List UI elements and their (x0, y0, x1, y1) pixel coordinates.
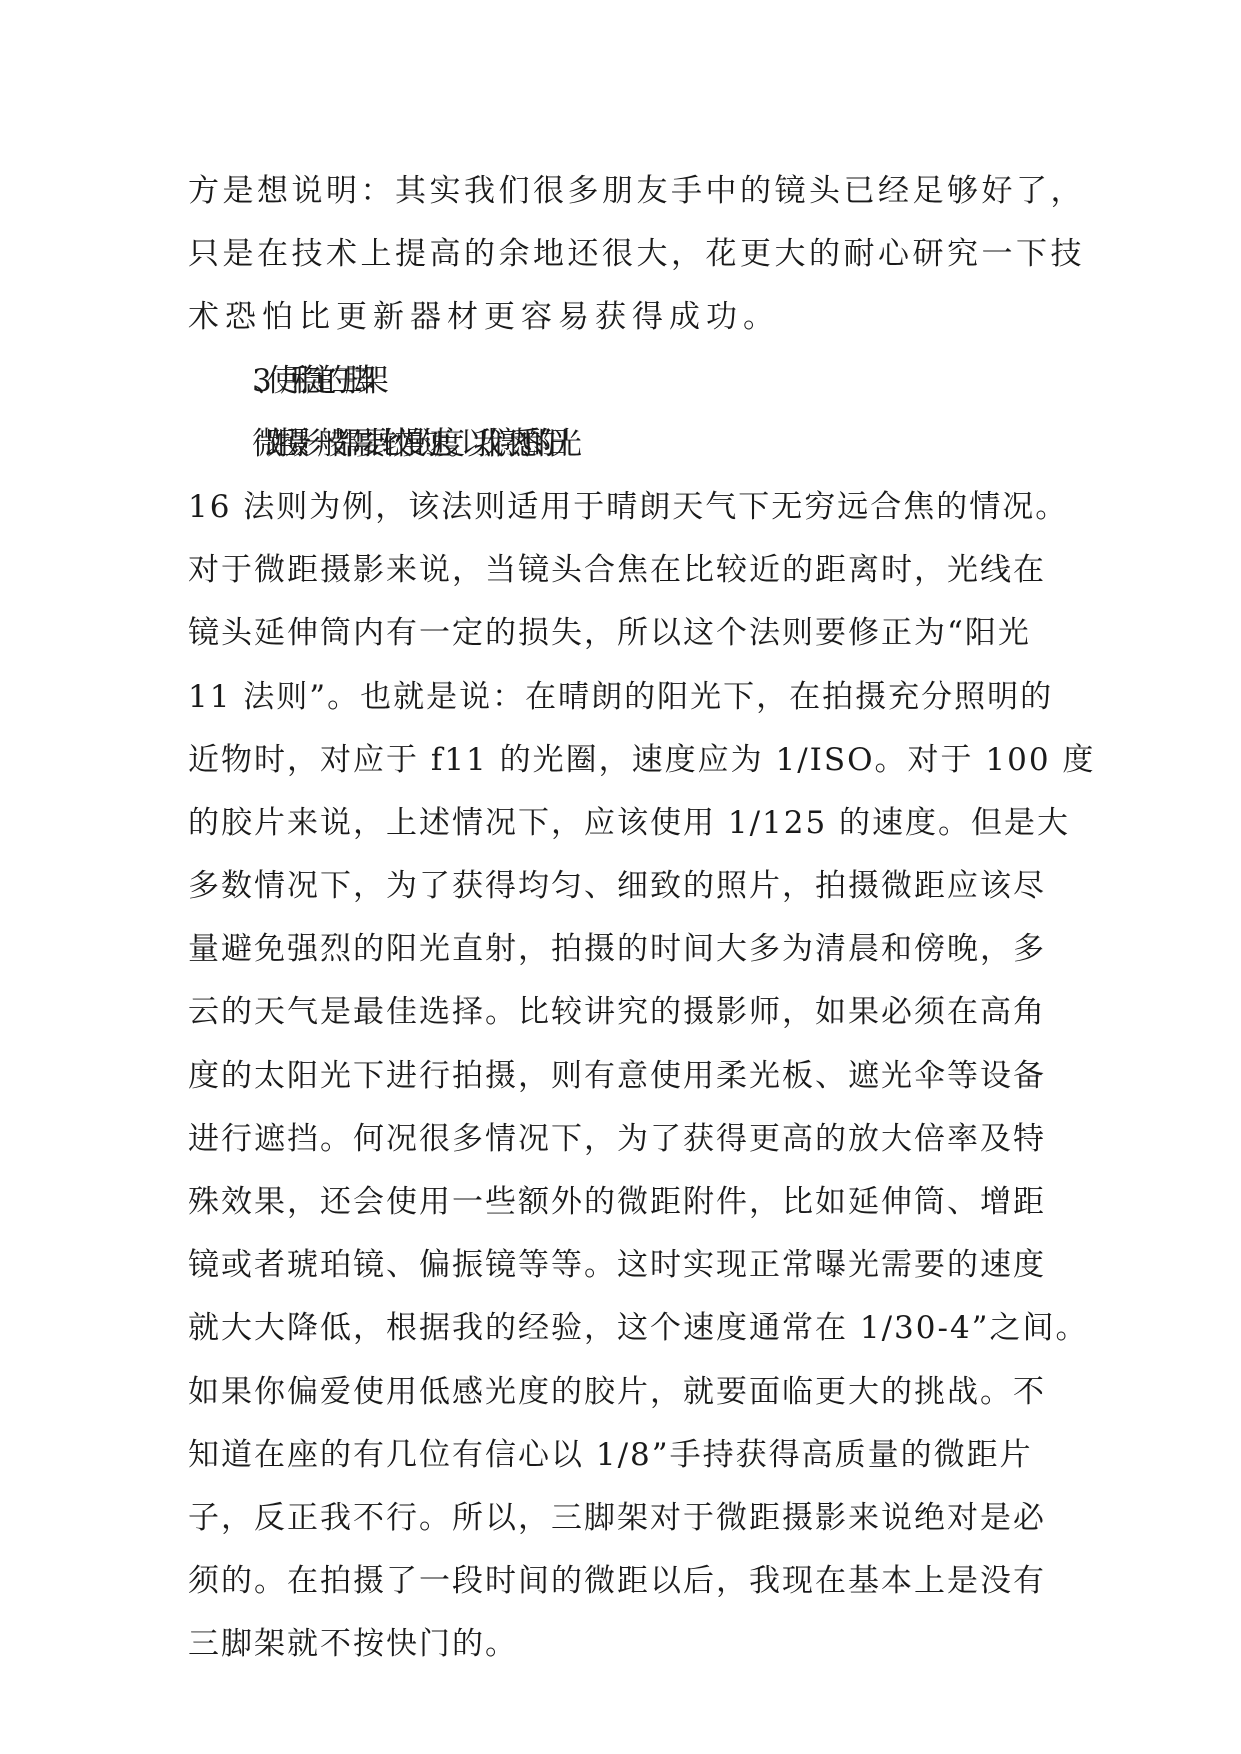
text-line: 就大大降低，根据我的经验，这个速度通常在 1/30-4”之间。 (188, 1310, 1089, 1347)
text-line: 的胶片来说，上述情况下，应该使用 1/125 的速度。但是大 (188, 804, 1071, 841)
text-line: 只是在技术上提高的余地还很大，花更大的耐心研究一下技 (188, 236, 1085, 273)
text-line: 微距摄影一般都需要比较慢的速度。以我们熟悉的阳光 (252, 425, 564, 462)
text-line: 云的天气是最佳选择。比较讲究的摄影师，如果必须在高角 (188, 994, 1046, 1031)
body-text (188, 160, 1096, 1677)
text-line: 进行遮挡。何况很多情况下，为了获得更高的放大倍率及特 (188, 1120, 1046, 1157)
text-line: 知道在座的有几位有信心以 1/8”手持获得高质量的微距片 (188, 1436, 1033, 1473)
text-line: 三脚架就不按快门的。 (188, 1626, 518, 1663)
text-line: 对于微距摄影来说，当镜头合焦在比较近的距离时，光线在 (188, 552, 1046, 589)
text-line: 殊效果，还会使用一些额外的微距附件，比如延伸筒、增距 (188, 1184, 1046, 1220)
section-heading: 3、使用稳定的三脚架 (252, 362, 371, 399)
text-line: 多数情况下，为了获得均匀、细致的照片，拍摄微距应该尽 (188, 868, 1046, 905)
text-line: 镜头延伸筒内有一定的损失，所以这个法则要修正为“阳光 (188, 615, 1031, 652)
text-line: 子，反正我不行。所以，三脚架对于微距摄影来说绝对是必 (188, 1499, 1046, 1536)
text-line: 量避免强烈的阳光直射，拍摄的时间大多为清晨和傍晚，多 (188, 931, 1046, 968)
text-line: 术恐怕比更新器材更容易获得成功。 (188, 299, 780, 336)
text-line: 镜或者琥珀镜、偏振镜等等。这时实现正常曝光需要的速度 (188, 1247, 1046, 1284)
text-line: 如果你偏爱使用低感光度的胶片，就要面临更大的挑战。不 (188, 1373, 1046, 1410)
text-line: 近物时，对应于 f11 的光圈，速度应为 1/ISO。对于 100 度 (188, 741, 1096, 778)
text-line: 方是想说明：其实我们很多朋友手中的镜头已经足够好了， (188, 173, 1085, 209)
text-line: 度的太阳光下进行拍摄，则有意使用柔光板、遮光伞等设备 (188, 1057, 1046, 1094)
text-line: 11 法则”。也就是说：在晴朗的阳光下，在拍摄充分照明的 (188, 678, 1054, 715)
text-line: 须的。在拍摄了一段时间的微距以后，我现在基本上是没有 (188, 1563, 1046, 1600)
text-line: 16 法则为例，该法则适用于晴朗天气下无穷远合焦的情况。 (188, 488, 1069, 525)
